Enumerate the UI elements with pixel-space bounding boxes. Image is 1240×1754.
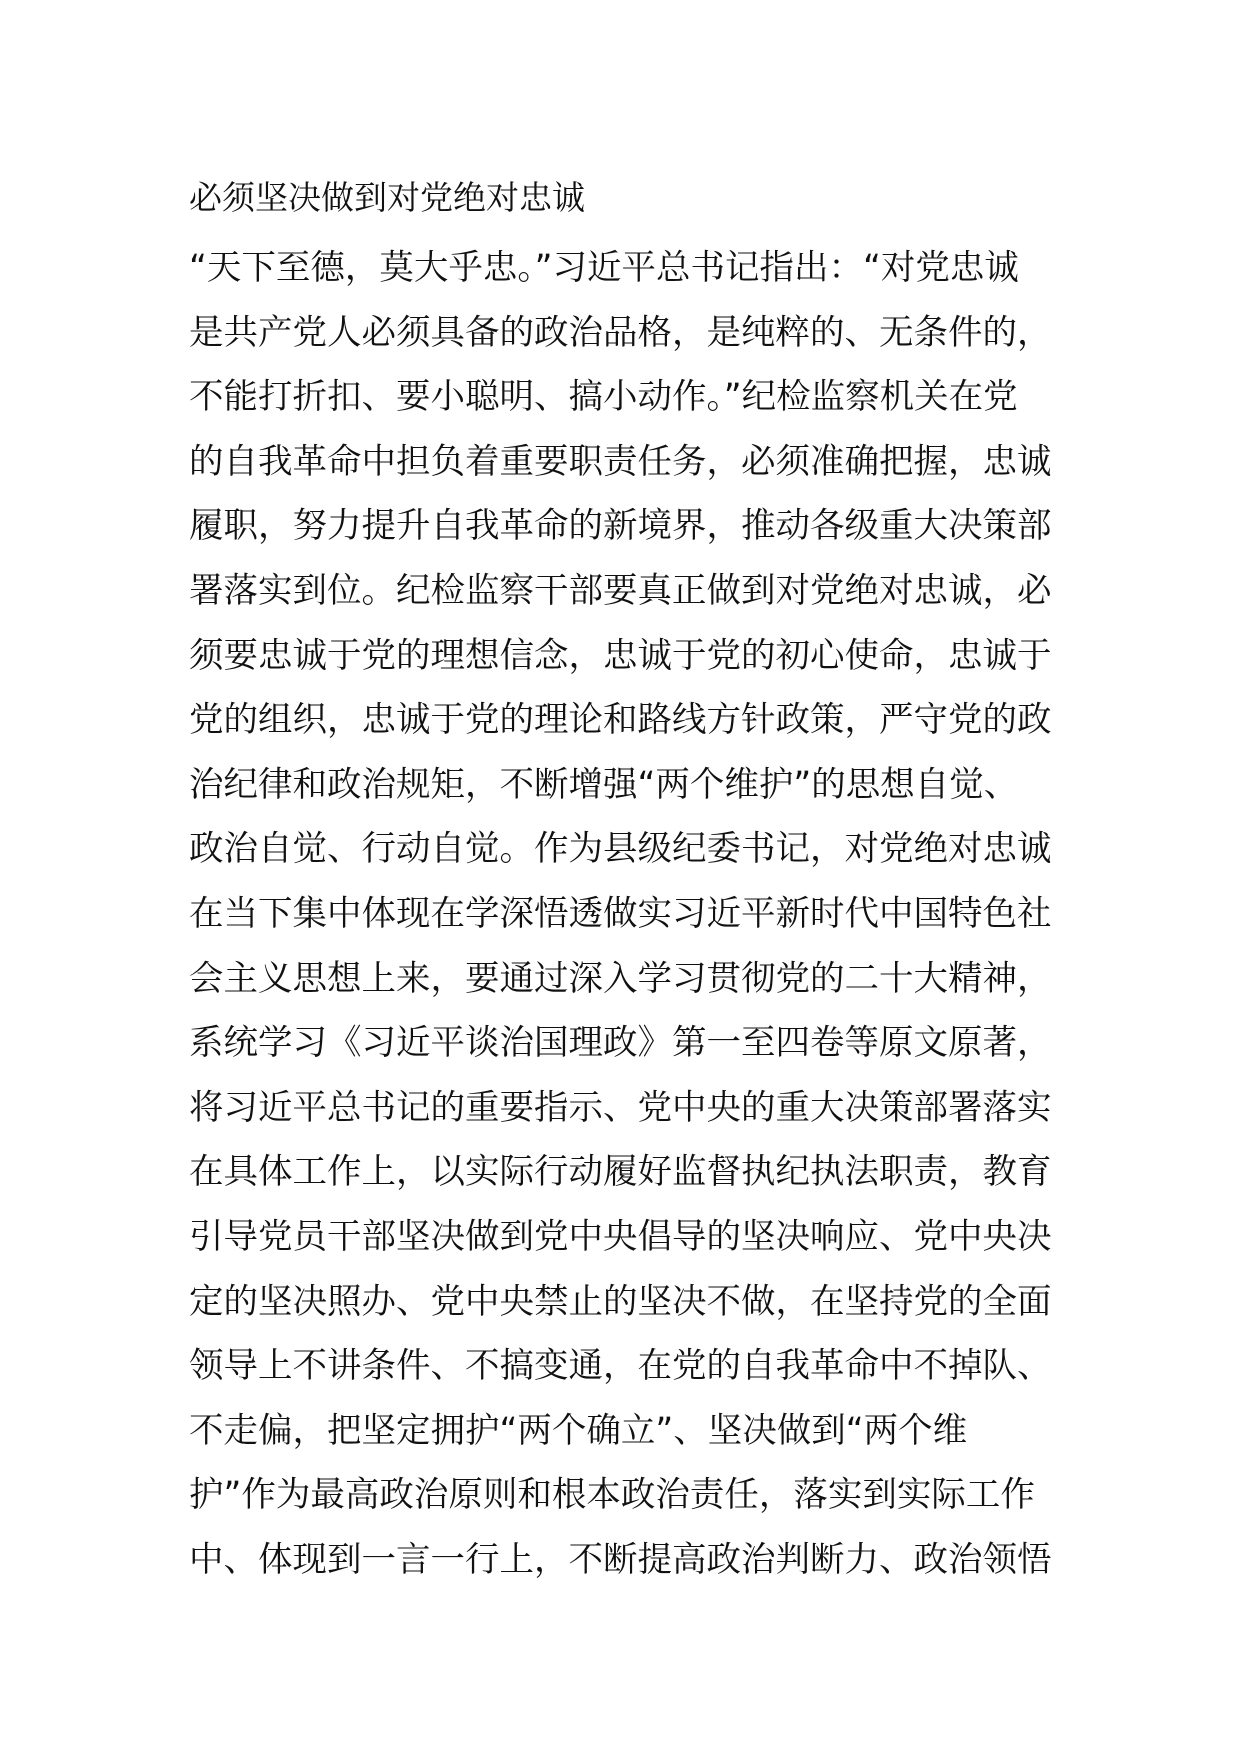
paragraph-line: 系统学习《习近平谈治国理政》第一至四卷等原文原著， <box>189 1023 1052 1064</box>
paragraph-line: 政治自觉、行动自觉。作为县级纪委书记，对党绝对忠诚 <box>189 829 1052 870</box>
paragraph-line: “天下至德，莫大乎忠。”习近平总书记指出：“对党忠诚 <box>189 248 1019 288</box>
paragraph-line: 引导党员干部坚决做到党中央倡导的坚决响应、党中央决 <box>189 1216 1052 1257</box>
paragraph-line: 治纪律和政治规矩，不断增强“两个维护”的思想自觉、 <box>189 764 1019 805</box>
paragraph-line: 会主义思想上来，要通过深入学习贯彻党的二十大精神， <box>189 958 1052 999</box>
paragraph-line: 署落实到位。纪检监察干部要真正做到对党绝对忠诚，必 <box>189 570 1052 611</box>
paragraph-line: 护”作为最高政治原则和根本政治责任，落实到实际工作 <box>189 1475 1035 1516</box>
paragraph-line: 中、体现到一言一行上，不断提高政治判断力、政治领悟 <box>189 1539 1052 1580</box>
section-heading: 必须坚决做到对党绝对忠诚 <box>189 178 585 217</box>
paragraph-line: 的自我革命中担负着重要职责任务，必须准确把握，忠诚 <box>189 441 1052 482</box>
body-paragraph <box>189 236 1069 1592</box>
paragraph-line: 领导上不讲条件、不搞变通，在党的自我革命中不掉队、 <box>189 1346 1052 1387</box>
paragraph-line: 在具体工作上，以实际行动履好监督执纪执法职责，教育 <box>189 1152 1052 1193</box>
paragraph-line: 履职，努力提升自我革命的新境界，推动各级重大决策部 <box>189 506 1052 547</box>
paragraph-line: 定的坚决照办、党中央禁止的坚决不做，在坚持党的全面 <box>189 1281 1052 1322</box>
paragraph-line: 不能打折扣、要小聪明、搞小动作。”纪检监察机关在党 <box>189 377 1018 418</box>
paragraph-line: 在当下集中体现在学深悟透做实习近平新时代中国特色社 <box>189 893 1052 934</box>
paragraph-line: 将习近平总书记的重要指示、党中央的重大决策部署落实 <box>189 1087 1052 1128</box>
paragraph-line: 是共产党人必须具备的政治品格，是纯粹的、无条件的， <box>189 312 1052 353</box>
paragraph-line: 不走偏，把坚定拥护“两个确立”、坚决做到“两个维 <box>189 1410 968 1451</box>
paragraph-line: 须要忠诚于党的理想信念，忠诚于党的初心使命，忠诚于 <box>189 635 1052 676</box>
paragraph-line: 党的组织，忠诚于党的理论和路线方针政策，严守党的政 <box>189 700 1052 741</box>
